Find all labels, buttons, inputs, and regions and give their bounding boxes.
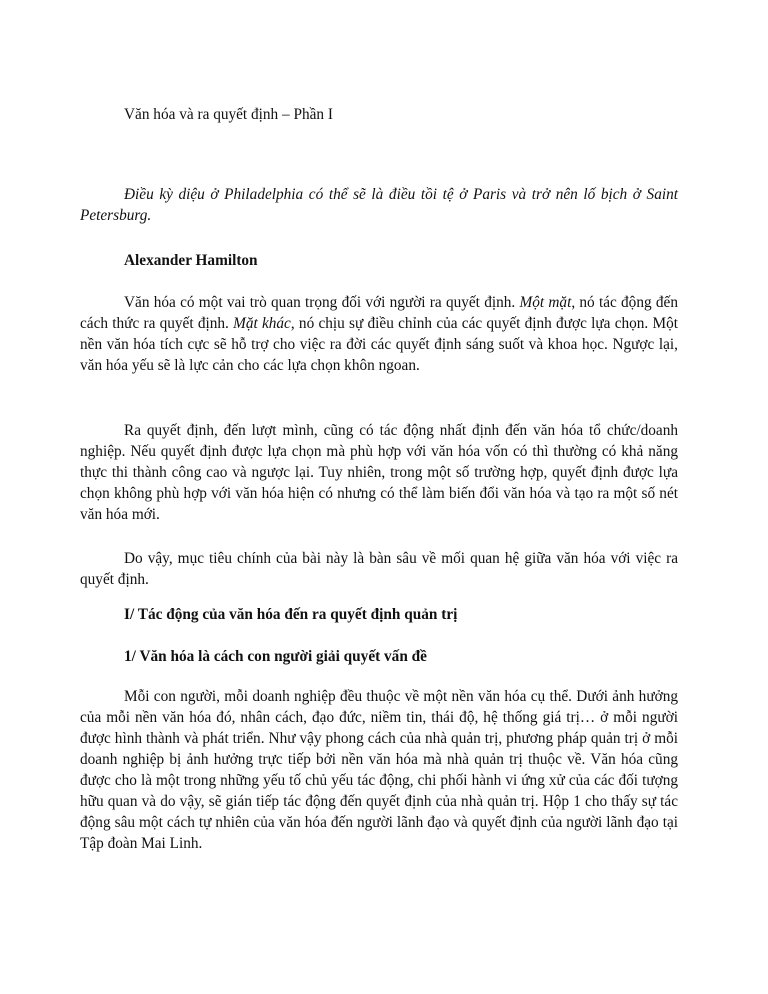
paragraph-culture-problem-solving: Mỗi con người, mỗi doanh nghiệp đều thuộc về một nền văn hóa cụ thể. Dưới ảnh hưởng của mỗi nền văn hóa đó, nhân cách, đạo đức, niềm tin, thái độ, hệ thống giá trị… ở mỗi người được hình thành và phát triển. Như vậy phong cách của nhà quản trị, phương pháp quản trị ở mỗi doanh nghiệp bị ảnh hưởng trực tiếp bởi nền văn hóa mà nhà quản trị thuộc về. Văn hóa cũng được cho là một trong những yếu tố chủ yếu tác động, chi phối hành vi ứng xử của các đối tượng hữu quan và do vậy, sẽ gián tiếp tác động đến quyết định của nhà quản trị. Hộp 1 cho thấy sự tác động sâu một cách tự nhiên của văn hóa đến người lãnh đạo và quyết định của người lãnh đạo tại Tập đoàn Mai Linh. bbox=[80, 688, 678, 852]
emphasis-mat-khac: Mặt khác bbox=[233, 315, 291, 332]
epigraph-quote: Điều kỳ diệu ở Philadelphia có thể sẽ là điều tồi tệ ở Paris và trở nên lố bịch ở Saint Petersburg. bbox=[80, 186, 678, 224]
subsection-heading: 1/ Văn hóa là cách con người giải quyết vấn đề bbox=[124, 648, 427, 665]
paragraph-intro-text-2: , nó tác động đến cách thức ra quyết định. bbox=[80, 294, 678, 332]
paragraph-intro bbox=[80, 292, 678, 376]
quote-author: Alexander Hamilton bbox=[124, 252, 258, 269]
paragraph-intro-text-3: , nó chịu sự điều chỉnh của các quyết định được lựa chọn. Một nền văn hóa tích cực sẽ hỗ trợ cho việc ra đời các quyết định sáng suốt và khoa học. Ngược lại, văn hóa yếu sẽ là lực cản cho các lựa chọn khôn ngoan. bbox=[80, 315, 678, 374]
section-heading: I/ Tác động của văn hóa đến ra quyết định quản trị bbox=[124, 606, 458, 623]
paragraph-objective: Do vậy, mục tiêu chính của bài này là bàn sâu về mối quan hệ giữa văn hóa với việc ra quyết định. bbox=[80, 550, 678, 588]
paragraph-decision-impact: Ra quyết định, đến lượt mình, cũng có tác động nhất định đến văn hóa tổ chức/doanh nghiệp. Nếu quyết định được lựa chọn mà phù hợp với văn hóa vốn có thì thường có khả năng thực thi thành công cao và ngược lại. Tuy nhiên, trong một số trường hợp, quyết định được lựa chọn không phù hợp với văn hóa hiện có nhưng có thể làm biến đổi văn hóa và tạo ra một số nét văn hóa mới. bbox=[80, 422, 678, 523]
paragraph-intro-text-1: Văn hóa có một vai trò quan trọng đối với người ra quyết định. bbox=[124, 294, 520, 311]
document-title: Văn hóa và ra quyết định – Phần I bbox=[124, 106, 334, 123]
emphasis-mot-mat: Một mặt bbox=[519, 294, 572, 311]
